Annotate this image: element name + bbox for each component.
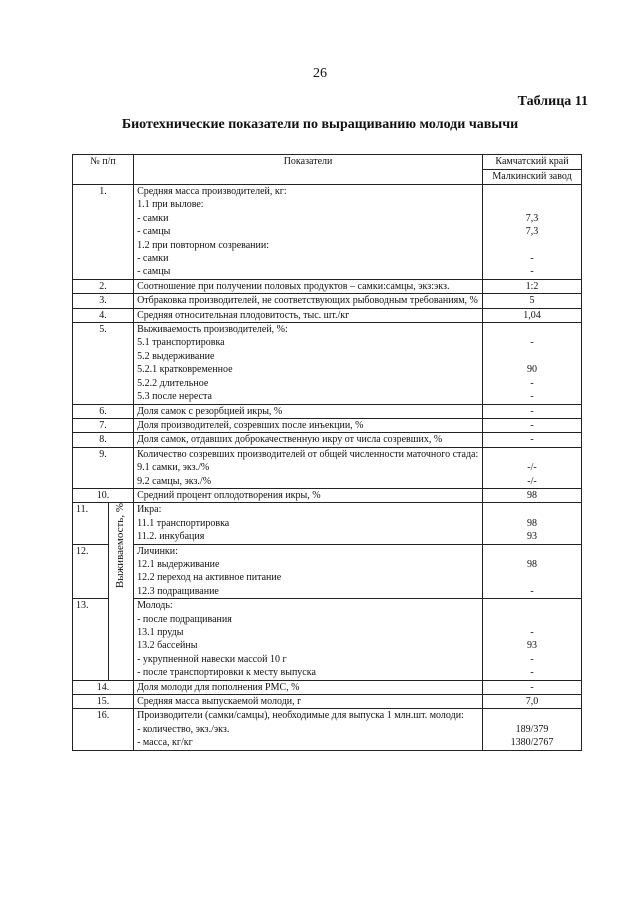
row-value	[483, 447, 582, 488]
row-number: 5.	[73, 323, 134, 404]
row-line: - самки	[137, 253, 169, 265]
row-value	[483, 323, 582, 404]
value-line	[486, 545, 578, 558]
row-indicator: Средний процент оплодотворения икры, %	[134, 488, 483, 502]
table-label: Таблица 11	[517, 94, 588, 109]
table-row	[73, 488, 582, 502]
value-line: -	[530, 391, 534, 403]
row-line: 5.3 после нереста	[137, 391, 212, 403]
value-line: -	[530, 337, 534, 349]
row-line: 9.2 самцы, экз./%	[137, 475, 212, 487]
row-line: - самцы	[137, 266, 171, 278]
row-value: 1:2	[483, 279, 582, 293]
header-indicators: Показатели	[134, 155, 483, 185]
row-indicator	[134, 323, 483, 404]
row-line: 13.1 пруды	[137, 627, 184, 638]
row-line: Молодь:	[137, 600, 173, 612]
indicators-table	[72, 154, 582, 751]
value-line: 189/379	[515, 723, 549, 735]
row-line: - масса, кг/кг	[137, 737, 193, 749]
value-line: 98	[527, 558, 537, 570]
value-line: 90	[527, 364, 537, 376]
row-value: 1,04	[483, 308, 582, 322]
header-subregion: Малкинский завод	[483, 170, 582, 185]
table-row	[73, 433, 582, 447]
row-line: 12.3 подращивание	[137, 585, 219, 597]
value-line: 93	[527, 640, 537, 652]
survival-vertical-label	[109, 503, 134, 680]
row-number: 16.	[73, 709, 134, 750]
table-row	[73, 185, 582, 280]
value-line: -	[530, 585, 534, 597]
row-line: 1.2 при повторном созревании:	[137, 239, 270, 251]
value-line	[486, 503, 578, 516]
value-line	[486, 571, 578, 584]
row-value	[483, 185, 582, 280]
value-line	[486, 448, 578, 461]
header-region: Камчатский край	[483, 155, 582, 170]
value-line: 1380/2767	[510, 737, 554, 749]
table-row	[73, 447, 582, 488]
row-line: 9.1 самки, экз./%	[137, 462, 210, 474]
row-number: 3.	[73, 294, 134, 308]
row-value: -	[483, 433, 582, 447]
row-indicator: Соотношение при получении половых продуктов – самки:самцы, экз:экз.	[134, 279, 483, 293]
row-line: - самки	[137, 212, 169, 224]
value-line: -	[530, 266, 534, 278]
row-line: - после подращивания	[137, 613, 232, 625]
row-line: 11.2. инкубация	[137, 531, 205, 543]
value-line: 93	[527, 531, 537, 543]
row-value: 5	[483, 294, 582, 308]
row-number: 15.	[73, 695, 134, 709]
row-line: Икра:	[137, 504, 162, 516]
row-number: 9.	[73, 447, 134, 488]
table-row	[73, 279, 582, 293]
table-row	[73, 308, 582, 322]
row-line: 12.2 переход на активное питание	[137, 572, 282, 584]
row-number: 2.	[73, 279, 134, 293]
header-row	[73, 155, 582, 170]
row-number: 11.	[73, 503, 109, 544]
row-line: Производители (самки/самцы), необходимые для выпуска 1 млн.шт. молоди:	[137, 710, 464, 722]
row-number: 7.	[73, 418, 134, 432]
row-number: 10.	[73, 488, 134, 502]
value-line: 7,3	[525, 212, 539, 224]
row-number: 13.	[73, 599, 109, 680]
row-indicator: Доля самок с резорбцией икры, %	[134, 404, 483, 418]
row-line: 5.1 транспортировка	[137, 337, 225, 349]
row-number: 8.	[73, 433, 134, 447]
row-indicator: Средняя масса выпускаемой молоди, г	[134, 695, 483, 709]
row-line: 5.2 выдерживание	[137, 350, 215, 362]
value-line: -	[530, 653, 534, 665]
row-line: Количество созревших производителей от общей численности маточного стада:	[137, 448, 479, 460]
row-line: 12.1 выдерживание	[137, 558, 220, 570]
value-line: 98	[527, 517, 537, 529]
value-line: -	[530, 667, 534, 679]
row-line: 11.1 транспортировка	[137, 517, 230, 529]
row-number: 6.	[73, 404, 134, 418]
row-indicator: Средняя относительная плодовитость, тыс. шт./кг	[134, 308, 483, 322]
table-row	[73, 599, 582, 680]
row-line: Выживаемость производителей, %:	[137, 324, 288, 336]
header-num: № п/п	[73, 155, 134, 185]
value-line: -	[530, 252, 534, 264]
row-value	[483, 544, 582, 599]
row-indicator: Отбраковка производителей, не соответствующих рыбоводным требованиям, %	[134, 294, 483, 308]
table-title: Биотехнические показатели по выращиванию молоди чавычи	[121, 117, 519, 132]
table-row	[73, 680, 582, 694]
row-line: 1.1 при вылове:	[137, 199, 204, 211]
value-line	[486, 350, 578, 363]
row-line: 13.2 бассейны	[137, 640, 198, 652]
row-indicator: Доля молоди для пополнения РМС, %	[134, 680, 483, 694]
row-value: 7,0	[483, 695, 582, 709]
row-line: - после транспортировки к месту выпуска	[137, 667, 316, 679]
row-line: - самцы	[137, 226, 171, 238]
value-line	[486, 599, 578, 612]
table-row	[73, 323, 582, 404]
value-line	[486, 323, 578, 336]
page-number: 26	[313, 66, 327, 81]
row-line: Средняя масса производителей, кг:	[137, 186, 287, 197]
row-indicator: Доля производителей, созревших после инъекции, %	[134, 418, 483, 432]
row-value	[483, 599, 582, 680]
row-value: -	[483, 404, 582, 418]
value-line: -	[530, 626, 534, 638]
row-indicator	[134, 503, 483, 544]
row-number: 1.	[73, 185, 134, 280]
row-number: 14.	[73, 680, 134, 694]
table-row	[73, 709, 582, 750]
row-number: 12.	[73, 544, 109, 599]
vertical-label-text: Выживаемость, %	[114, 503, 127, 589]
table-row	[73, 418, 582, 432]
value-line	[486, 613, 578, 626]
row-line: - количество, экз./экз.	[137, 723, 230, 735]
value-line: -/-	[527, 462, 537, 474]
table-row	[73, 544, 582, 599]
row-indicator: Доля самок, отдавших доброкачественную икру от числа созревших, %	[134, 433, 483, 447]
value-line	[486, 709, 578, 722]
row-number: 4.	[73, 308, 134, 322]
row-line: - укрупненной навески массой 10 г	[137, 653, 287, 665]
row-value: -	[483, 680, 582, 694]
row-indicator	[134, 185, 483, 280]
row-indicator	[134, 709, 483, 750]
table-row	[73, 294, 582, 308]
value-line: 7,3	[525, 226, 539, 238]
row-value	[483, 709, 582, 750]
value-line: -	[530, 377, 534, 389]
table-row	[73, 503, 582, 544]
row-indicator	[134, 447, 483, 488]
value-line: -/-	[527, 475, 537, 487]
row-line: Личинки:	[137, 545, 178, 557]
value-line	[486, 239, 578, 252]
value-line	[486, 198, 578, 211]
table-row	[73, 404, 582, 418]
table-row	[73, 695, 582, 709]
row-line: 5.2.1 кратковременное	[137, 364, 233, 376]
row-indicator	[134, 599, 483, 680]
value-line	[486, 185, 578, 198]
row-value	[483, 503, 582, 544]
row-value: -	[483, 418, 582, 432]
row-indicator	[134, 544, 483, 599]
row-line: 5.2.2 длительное	[137, 377, 209, 389]
row-value: 98	[483, 488, 582, 502]
